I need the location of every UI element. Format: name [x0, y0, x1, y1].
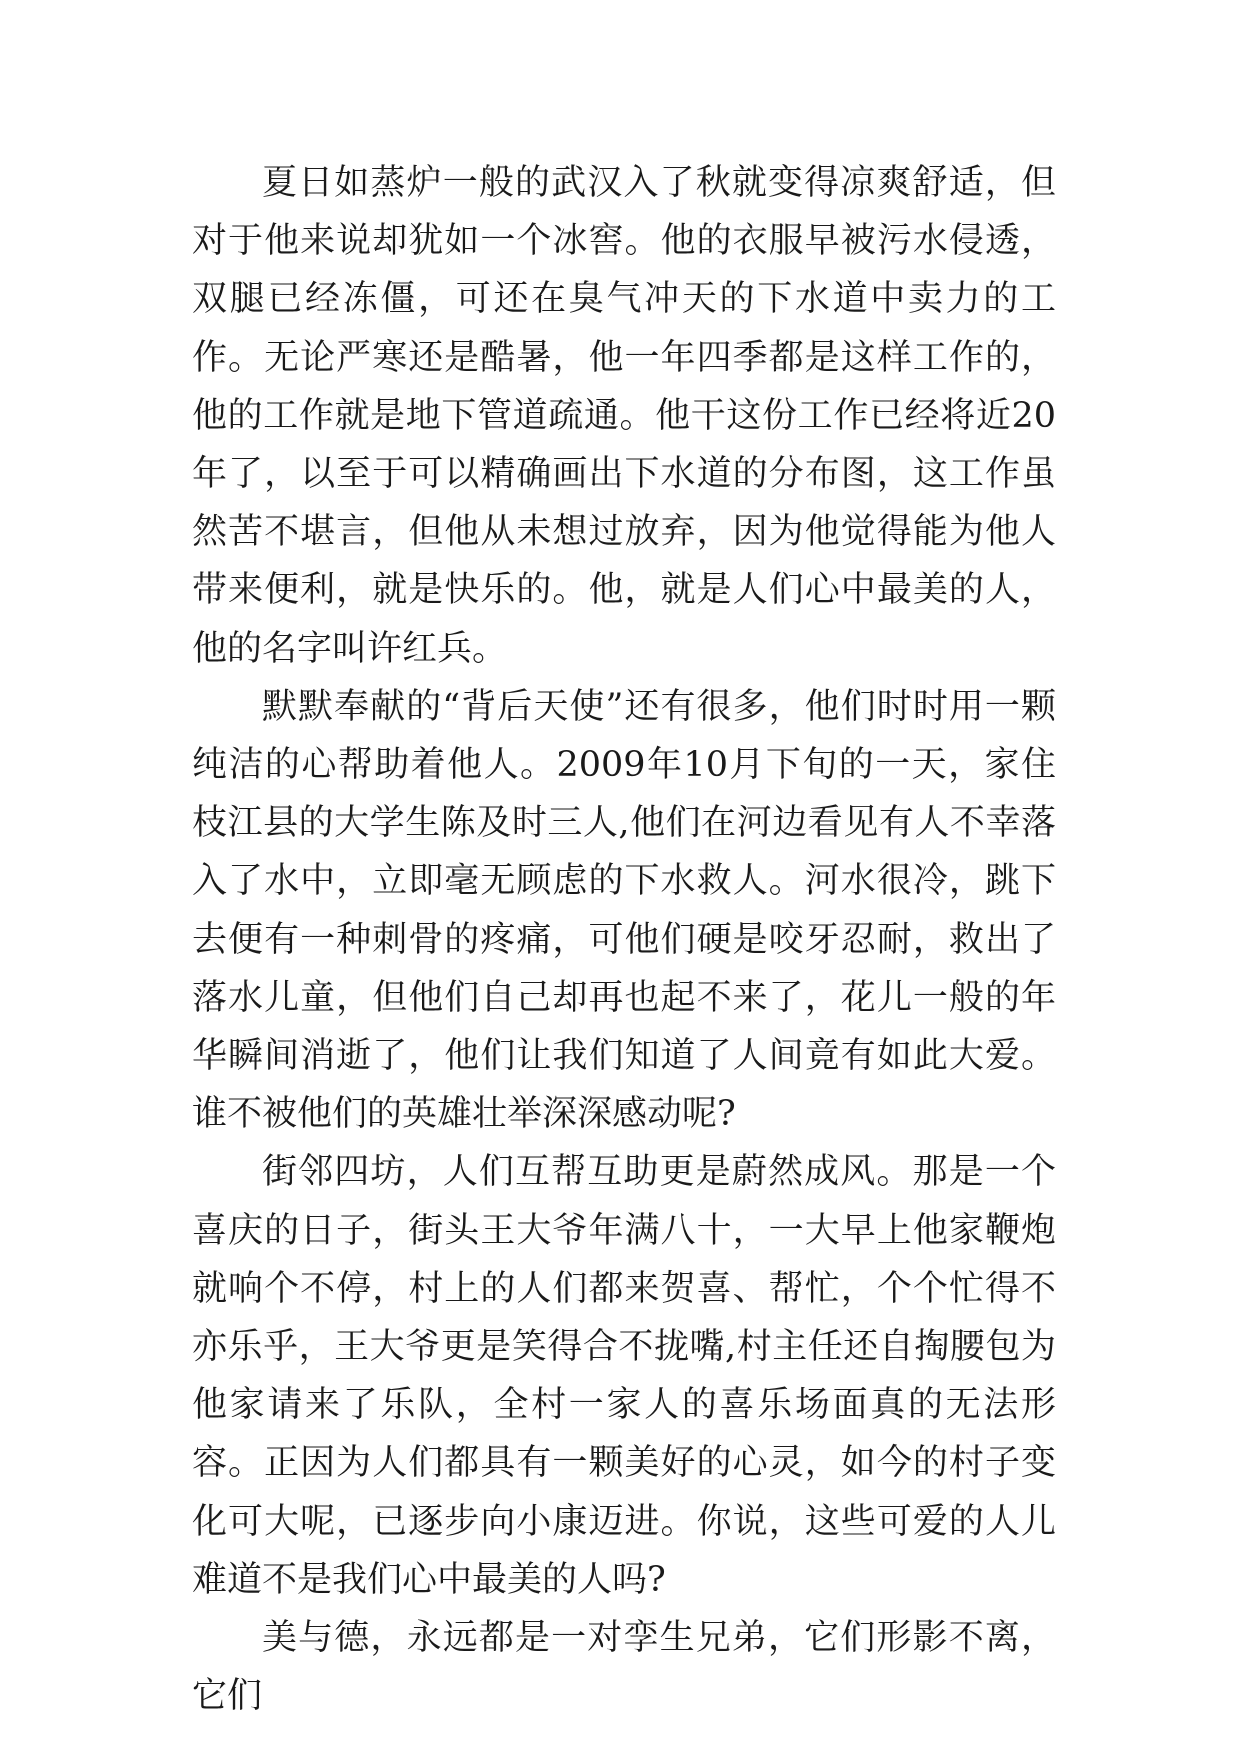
paragraph-4: 美与德，永远都是一对孪生兄弟，它们形影不离，它们: [192, 1618, 1056, 1717]
paragraph-2: 默默奉献的“背后天使”还有很多，他们时时用一颗纯洁的心帮助着他人。2009年10月下旬的一天，家住枝江县的大学生陈及时三人,他们在河边看见有人不幸落入了水中，立即毫无顾虑的下水救人。河水很冷，跳下去便有一种刺骨的疼痛，可他们硬是咬牙忍耐，救出了落水儿童，但他们自己却再也起不来了，花儿一般的年华瞬间消逝了，他们让我们知道了人间竟有如此大爱。谁不被他们的英雄壮举深深感动呢?: [192, 686, 1056, 1135]
paragraph-1: 夏日如蒸炉一般的武汉入了秋就变得凉爽舒适，但对于他来说却犹如一个冰窖。他的衣服早被污水侵透，双腿已经冻僵，可还在臭气冲天的下水道中卖力的工作。无论严寒还是酷暑，他一年四季都是这样工作的，他的工作就是地下管道疏通。他干这份工作已经将近20年了，以至于可以精确画出下水道的分布图，这工作虽然苦不堪言，但他从未想过放弃，因为他觉得能为他人带来便利，就是快乐的。他，就是人们心中最美的人，他的名字叫许红兵。: [192, 163, 1056, 669]
document-body: [192, 154, 1056, 1725]
paragraph-3: 街邻四坊，人们互帮互助更是蔚然成风。那是一个喜庆的日子，街头王大爷年满八十，一大早上他家鞭炮就响个不停，村上的人们都来贺喜、帮忙，个个忙得不亦乐乎，王大爷更是笑得合不拢嘴,村主任还自掏腰包为他家请来了乐队，全村一家人的喜乐场面真的无法形容。正因为人们都具有一颗美好的心灵，如今的村子变化可大呢，已逐步向小康迈进。你说，这些可爱的人儿难道不是我们心中最美的人吗?: [192, 1152, 1056, 1600]
